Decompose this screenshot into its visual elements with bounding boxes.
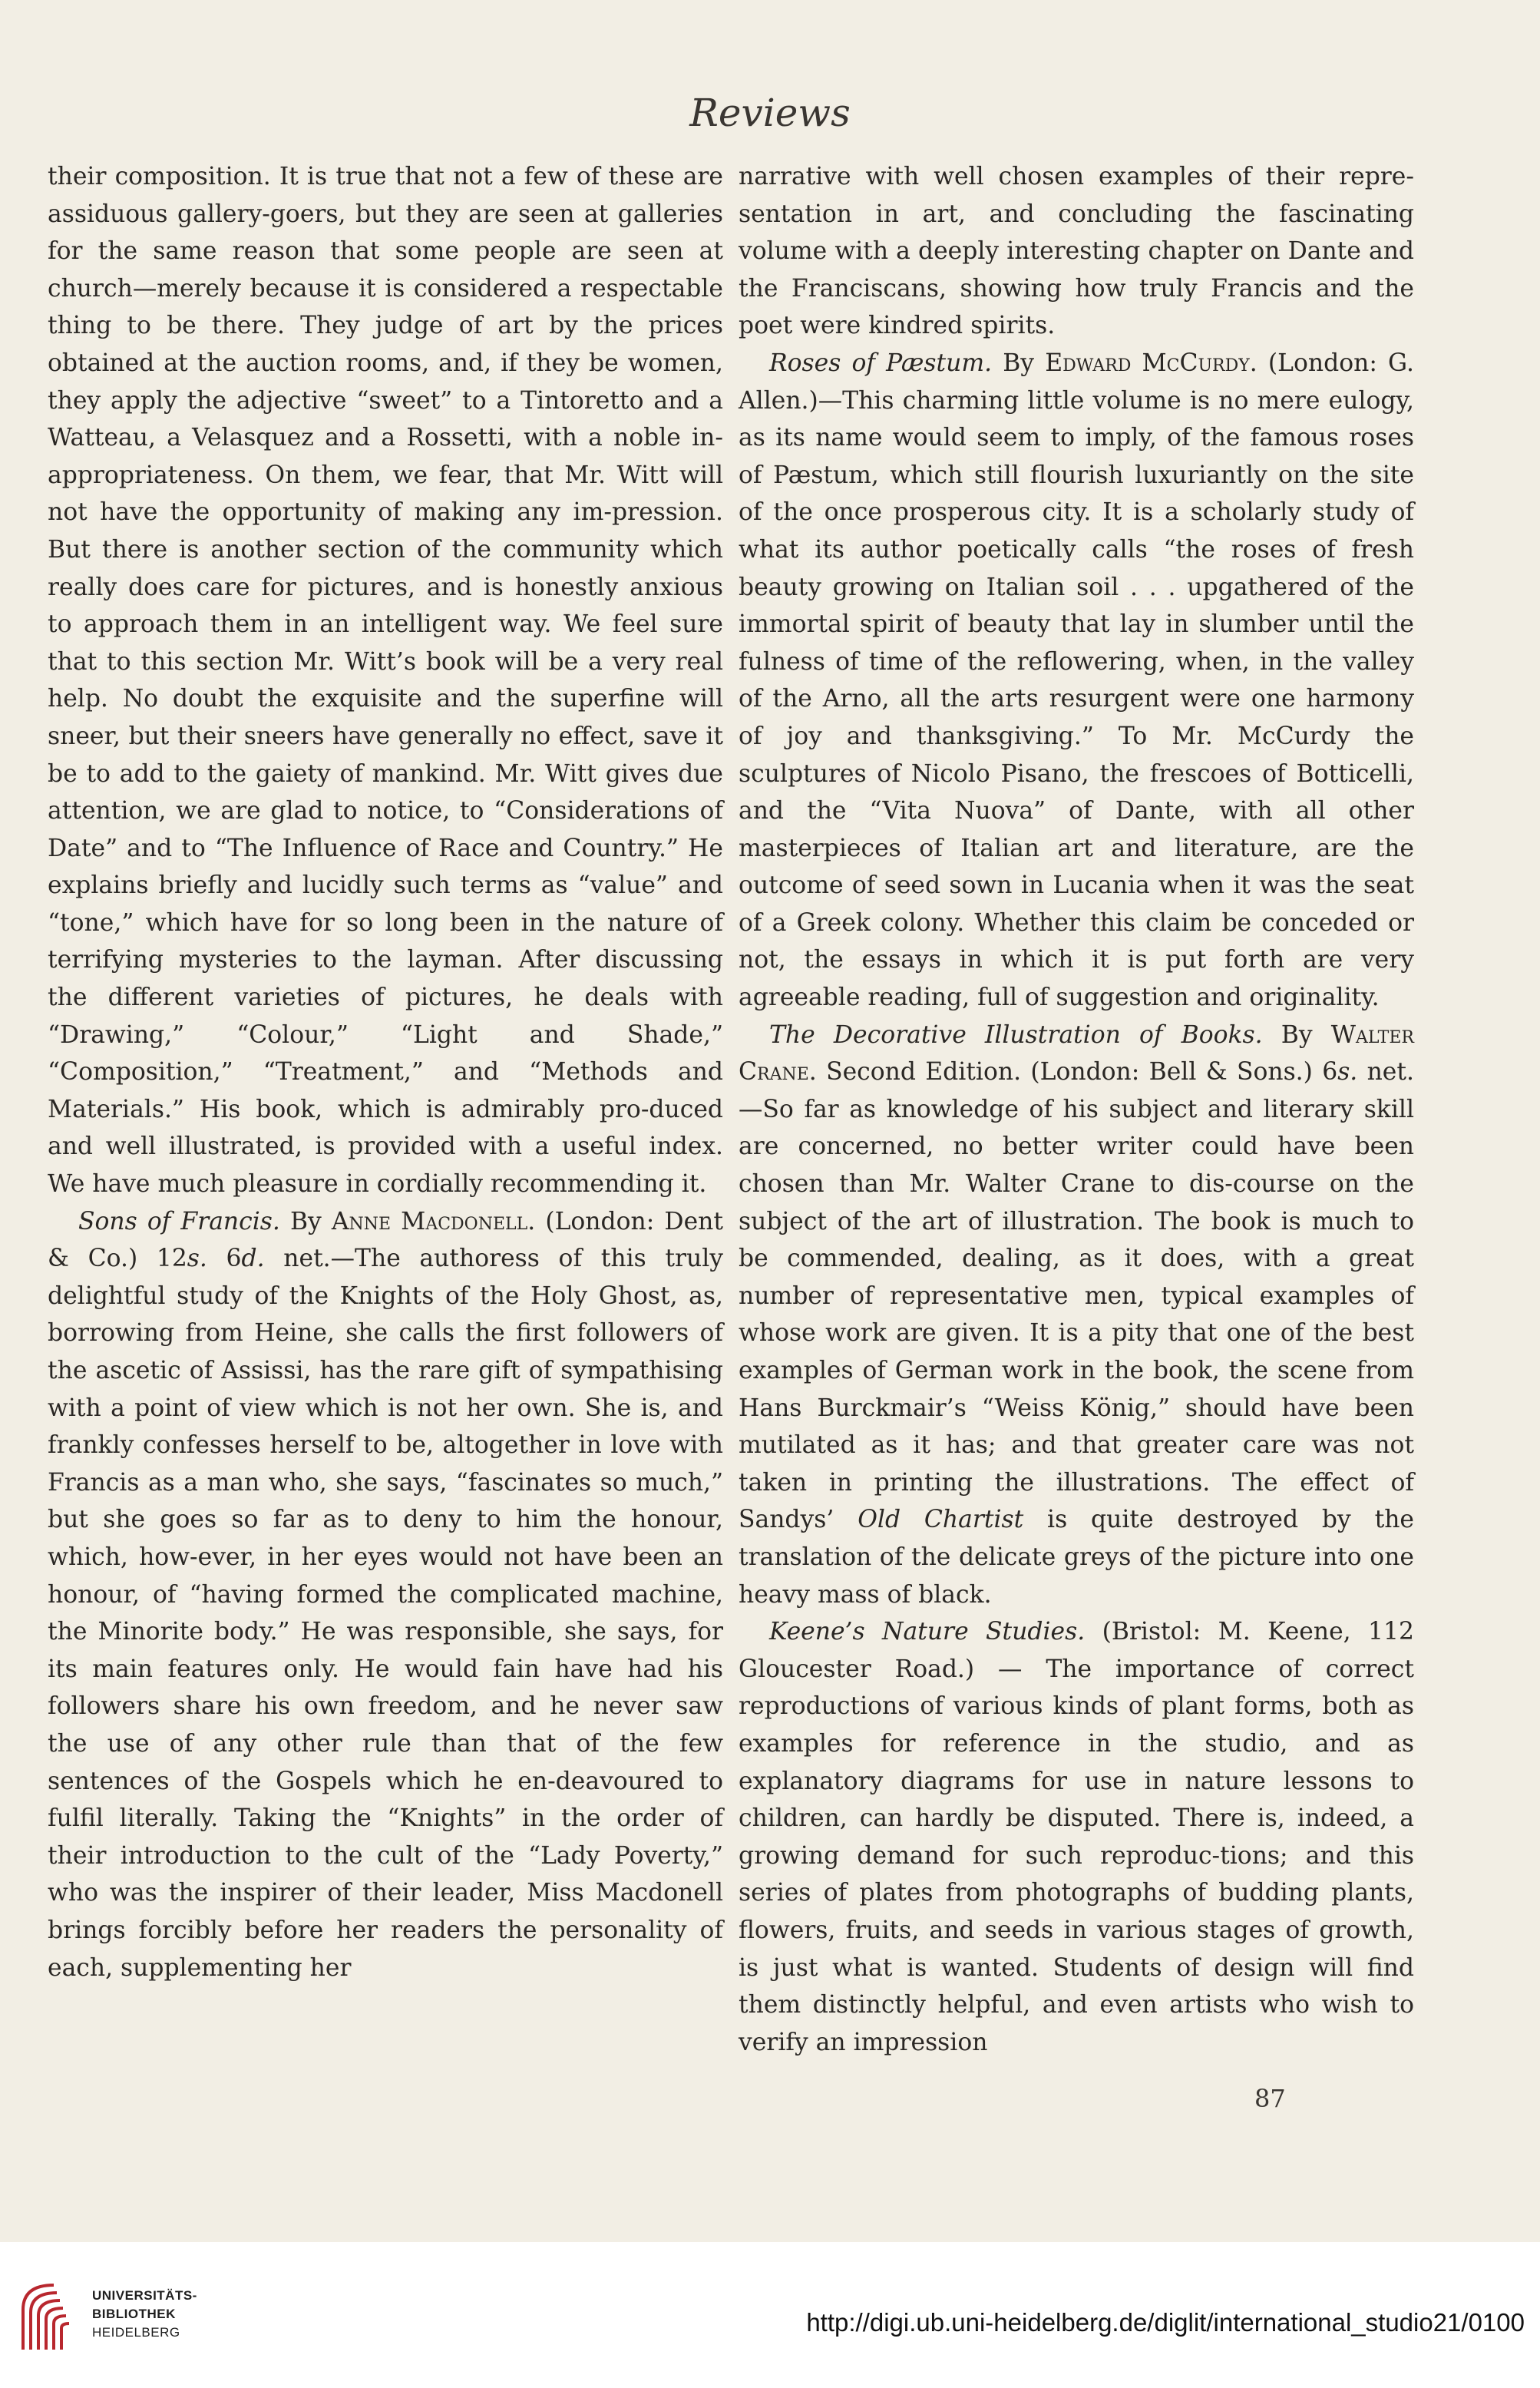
body-text: (Bristol: M. Keene, 112 Gloucester Road.) — The importance of correct reproductions of various kinds of plant forms, both as examples for reference in the studio, and as explanatory diagrams for use in nature lessons to children, can hardly be disputed. There is, indeed, a growing demand for such reproduc-tions; and this series of plates from photographs of budding plants, flowers, fruits, and seeds in various stages of growth, is just what is wanted. Students of design will find them distinctly helpful, and even artists who wish to verify an impression bbox=[739, 1618, 1414, 2056]
library-logo-icon bbox=[18, 2279, 84, 2353]
page-number: 87 bbox=[1254, 2084, 1286, 2113]
right-column bbox=[739, 158, 1414, 2061]
review-paragraph bbox=[48, 158, 723, 1203]
author-name: Edward McCurdy bbox=[1045, 349, 1250, 377]
body-text: By bbox=[1262, 1020, 1331, 1049]
body-text: narrative with well chosen examples of their repre-sentation in art, and concluding the fascinating volume with a deeply interesting chapter on Dante and the Franciscans, showing how truly Francis and the poet were kindred spirits. bbox=[739, 163, 1414, 340]
body-text: . Second Edition. (London: Bell & Sons.) 6 bbox=[808, 1058, 1338, 1087]
library-name-line: BIBLIOTHEK bbox=[92, 2307, 176, 2321]
book-title: Sons of Francis. bbox=[78, 1207, 280, 1235]
book-title: Old Chartist bbox=[858, 1506, 1024, 1534]
review-paragraph bbox=[739, 158, 1414, 345]
running-header: Reviews bbox=[689, 91, 851, 135]
body-text: 6 bbox=[207, 1245, 242, 1273]
body-text: . (London: Dent & Co.) 12 bbox=[48, 1207, 723, 1273]
review-paragraph bbox=[48, 1203, 723, 1986]
author-name: Walter Crane bbox=[739, 1020, 1414, 1087]
body-text: their composition. It is true that not a few of these are assiduous gallery-goers, but they are seen at galleries for the same reason that some people are seen at church—merely because it is considered a respectable thing to be there. They judge of art by the prices obtained at the auction rooms, and, if they be women, they apply the adjective “sweet” to a Tintoretto and a Watteau, a Velasquez and a Rossetti, with a noble in-appropriateness. On them, we fear, that Mr. Witt will not have the opportunity of making any im-pression. But there is another section of the community which really does care for pictures, and is honestly anxious to approach them in an intelligent way. We feel sure that to this section Mr. Witt’s book will be a very real help. No doubt the exquisite and the superfine will sneer, but their sneers have generally no effect, save it be to add to the gaiety of mankind. Mr. Witt gives due attention, we are glad to notice, to “Considerations of Date” and to “The Influence of Race and Country.” He explains briefly and lucidly such terms as “value” and “tone,” which have for so long been in the nature of terrifying mysteries to the layman. After discussing the different varieties of pictures, he deals with “Drawing,” “Colour,” “Light and Shade,” “Composition,” “Treatment,” and “Methods and Materials.” His book, which is admirably pro-duced and well illustrated, is provided with a useful index. We have much pleasure in cordially recommending it. bbox=[48, 163, 723, 1199]
body-text: is quite destroyed by the translation of the delicate greys of the picture into one heavy mass of black. bbox=[739, 1506, 1414, 1609]
library-name-line: UNIVERSITÄTS- bbox=[92, 2288, 197, 2303]
book-title: Roses of Pæstum. bbox=[769, 349, 993, 377]
book-title: d. bbox=[241, 1245, 265, 1273]
source-url-link[interactable]: http://digi.ub.uni-heidelberg.de/diglit/international_studio21/0100 bbox=[806, 2308, 1525, 2337]
body-text: By bbox=[992, 349, 1046, 377]
body-text: . (London: G. Allen.)—This charming little volume is no mere eulogy, as its name would seem to imply, of the famous roses of Pæstum, which still flourish luxuriantly on the site of the once prosperous city. It is a scholarly study of what its author poetically calls “the roses of fresh beauty growing on Italian soil . . . upgathered of the immortal spirit of beauty that lay in slumber until the fulness of time of the reflowering, when, in the valley of the Arno, all the arts resurgent were one harmony of joy and thanksgiving.” To Mr. McCurdy the sculptures of Nicolo Pisano, the frescoes of Botticelli, and the “Vita Nuova” of Dante, with all other masterpieces of Italian art and literature, are the outcome of seed sown in Lucania when it was the seat of a Greek colony. Whether this claim be conceded or not, the essays in which it is put forth are very agreeable reading, full of suggestion and originality. bbox=[739, 349, 1414, 1012]
review-paragraph bbox=[739, 1613, 1414, 2061]
library-name bbox=[92, 2287, 197, 2342]
body-text: By bbox=[279, 1207, 332, 1235]
book-title: The Decorative Illustration of Books. bbox=[769, 1020, 1263, 1049]
body-text: net.—So far as knowledge of his subject and literary skill are concerned, no better writer could have been chosen than Mr. Walter Crane to dis-course on the subject of the art of illustration. The book is much to be commended, dealing, as it does, with a great number of representative men, typical examples of whose work are given. It is a pity that one of the best examples of German work in the book, the scene from Hans Burckmair’s “Weiss König,” should have been mutilated as it has; and that greater care was not taken in printing the illustrations. The effect of Sandys’ bbox=[739, 1058, 1414, 1534]
body-text: net.—The authoress of this truly delightful study of the Knights of the Holy Ghost, as, borrowing from Heine, she calls the first followers of the ascetic of Assissi, has the rare gift of sympathising with a point of view which is not her own. She is, and frankly confesses herself to be, altogether in love with Francis as a man who, she says, “fascinates so much,” but she goes so far as to deny to him the honour, which, how-ever, in her eyes would not have been an honour, of “having formed the complicated machine, the Minorite body.” He was responsible, she says, for its main features only. He would fain have had his followers share his own freedom, and he never saw the use of any other rule than that of the few sentences of the Gospels which he en-deavoured to fulfil literally. Taking the “Knights” in the order of their introduction to the cult of the “Lady Poverty,” who was the inspirer of their leader, Miss Macdonell brings forcibly before her readers the personality of each, supplementing her bbox=[48, 1245, 723, 1982]
review-paragraph bbox=[739, 345, 1414, 1017]
library-logo[interactable] bbox=[18, 2279, 341, 2356]
book-title: s. bbox=[187, 1245, 207, 1273]
book-title: s. bbox=[1337, 1058, 1358, 1087]
author-name: Anne Macdonell bbox=[331, 1207, 528, 1235]
review-paragraph bbox=[739, 1017, 1414, 1614]
book-title: Keene’s Nature Studies. bbox=[769, 1618, 1086, 1646]
left-column bbox=[48, 158, 723, 1986]
library-name-line: HEIDELBERG bbox=[92, 2325, 180, 2340]
